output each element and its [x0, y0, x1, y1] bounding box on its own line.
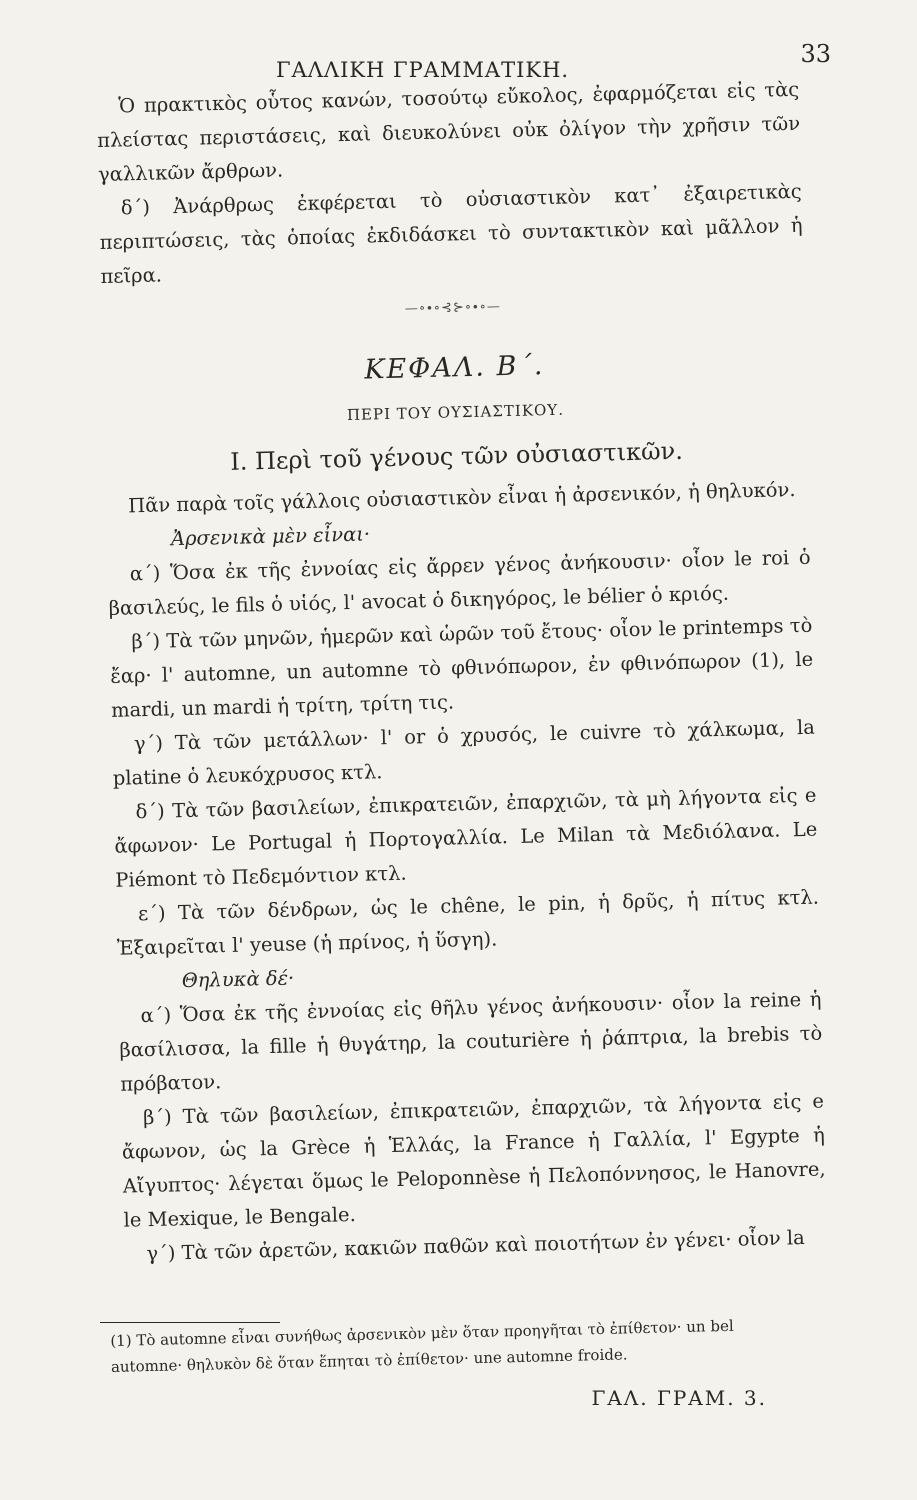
list-item: α΄) Ὅσα ἐκ τῆς ἐννοίας εἰς θῆλυ γένος ἀνήκουσιν· οἷον la reine ἡ βασίλισσα, la fille ἡ θυγάτηρ, la couturière ἡ ῥάπτρια, la brebis τὸ πρόβατον.: [119, 987, 823, 1096]
list-item: γ΄) Τὰ τῶν ἀρετῶν, κακιῶν παθῶν καὶ ποιοτήτων ἐν γένει· οἷον la: [146, 1226, 806, 1266]
footnote-rule: [100, 1322, 280, 1323]
subheading-feminine: Θηλυκὰ δέ·: [181, 966, 295, 993]
signature-mark: ΓΑΛ. ΓΡΑΜ. 3.: [591, 1386, 767, 1410]
footnote: (1) Τὸ automne εἶναι συνήθως ἀρσενικὸν μὲν ὅταν προηγῆται τὸ ἐπίθετον· un bel automne· θηλυκὸν δὲ ὅταν ἕπηται τὸ ἐπίθετον· une automne froide.: [110, 1316, 734, 1376]
page-number: 33: [800, 40, 831, 68]
chapter-title: ΚΕΦΑΛ. Β΄.: [363, 350, 545, 386]
subheading-masculine: Ἀρσενικὰ μὲν εἶναι·: [170, 522, 371, 551]
paragraph: Ὁ πρακτικὸς οὗτος κανών, τοσούτῳ εὔκολος, ἐφαρμόζεται εἰς τὰς πλείστας περιστάσεις, καὶ διευκολύνει οὐκ ὀλίγον τὴν χρῆσιν τῶν γαλλικῶν ἄρθρων.: [96, 77, 801, 186]
list-item: γ΄) Τὰ τῶν μετάλλων· l' or ὁ χρυσός, le cuivre τὸ χάλκωμα, la platine ὁ λευκόχρυσος κτλ.: [112, 715, 816, 790]
list-item: β΄) Τὰ τῶν βασιλείων, ἐπικρατειῶν, ἐπαρχιῶν, τὰ λήγοντα εἰς e ἄφωνον, ὡς la Grèce ἡ Ἑλλάς, la France ἡ Γαλλία, l' Egypte ἡ Αἴγυπτος· λέγεται ὅμως le Peloponnèse ἡ Πελοπόννησος, le Hanovre, le Mexique, le Bengale.: [121, 1089, 826, 1232]
list-item: α΄) Ὅσα ἐκ τῆς ἐννοίας εἰς ἄρρεν γένος ἀνήκουσιν· οἷον le roi ὁ βασιλεύς, le fils ὁ υἱός, l' avocat ὁ δικηγόρος, le bélier ὁ κριός.: [108, 545, 811, 620]
ornament-divider: —∘∙∘⊰⊱∘∙∘—: [404, 299, 502, 317]
running-title: ΓΑΛΛΙΚΗ ΓΡΑΜΜΑΤΙΚΗ.: [276, 58, 570, 82]
list-item: δ΄) Τὰ τῶν βασιλείων, ἐπικρατειῶν, ἐπαρχιῶν, τὰ μὴ λήγοντα εἰς e ἄφωνον· Le Portugal ἡ Πορτογαλλία. Le Milan τὰ Μεδιόλανα. Le Piémont τὸ Πεδεμόντιον κτλ.: [114, 783, 818, 892]
chapter-subtitle: ΠΕΡΙ ΤΟΥ ΟΥΣΙΑΣΤΙΚΟΥ.: [346, 400, 565, 424]
section-title: Ι. Περὶ τοῦ γένους τῶν οὐσιαστικῶν.: [229, 436, 684, 476]
list-item: ε΄) Τὰ τῶν δένδρων, ὡς le chêne, le pin, ἡ δρῦς, ἡ πίτυς κτλ. Ἐξαιρεῖται l' yeuse (ἡ πρίνος, ἡ ὕσγη).: [116, 885, 820, 960]
lead-paragraph: Πᾶν παρὰ τοῖς γάλλοις οὐσιαστικὸν εἶναι ἡ ἀρσενικόν, ἡ θηλυκόν.: [127, 478, 796, 518]
paragraph: δ΄) Ἀνάρθρως ἐκφέρεται τὸ οὐσιαστικὸν κατ᾽ ἐξαιρετικὰς περιπτώσεις, τὰς ὁποίας ἐκδιδάσκει τὸ συντακτικὸν καὶ μᾶλλον ἡ πεῖρα.: [99, 179, 803, 288]
main-text: [96, 73, 828, 1272]
list-item: β΄) Τὰ τῶν μηνῶν, ἡμερῶν καὶ ὡρῶν τοῦ ἔτους· οἷον le printemps τὸ ἔαρ· l' automne, un automne τὸ φθινόπωρον, ἐν φθινόπωρον (1), le mardi, un mardi ἡ τρίτη, τρίτη τις.: [110, 613, 814, 722]
